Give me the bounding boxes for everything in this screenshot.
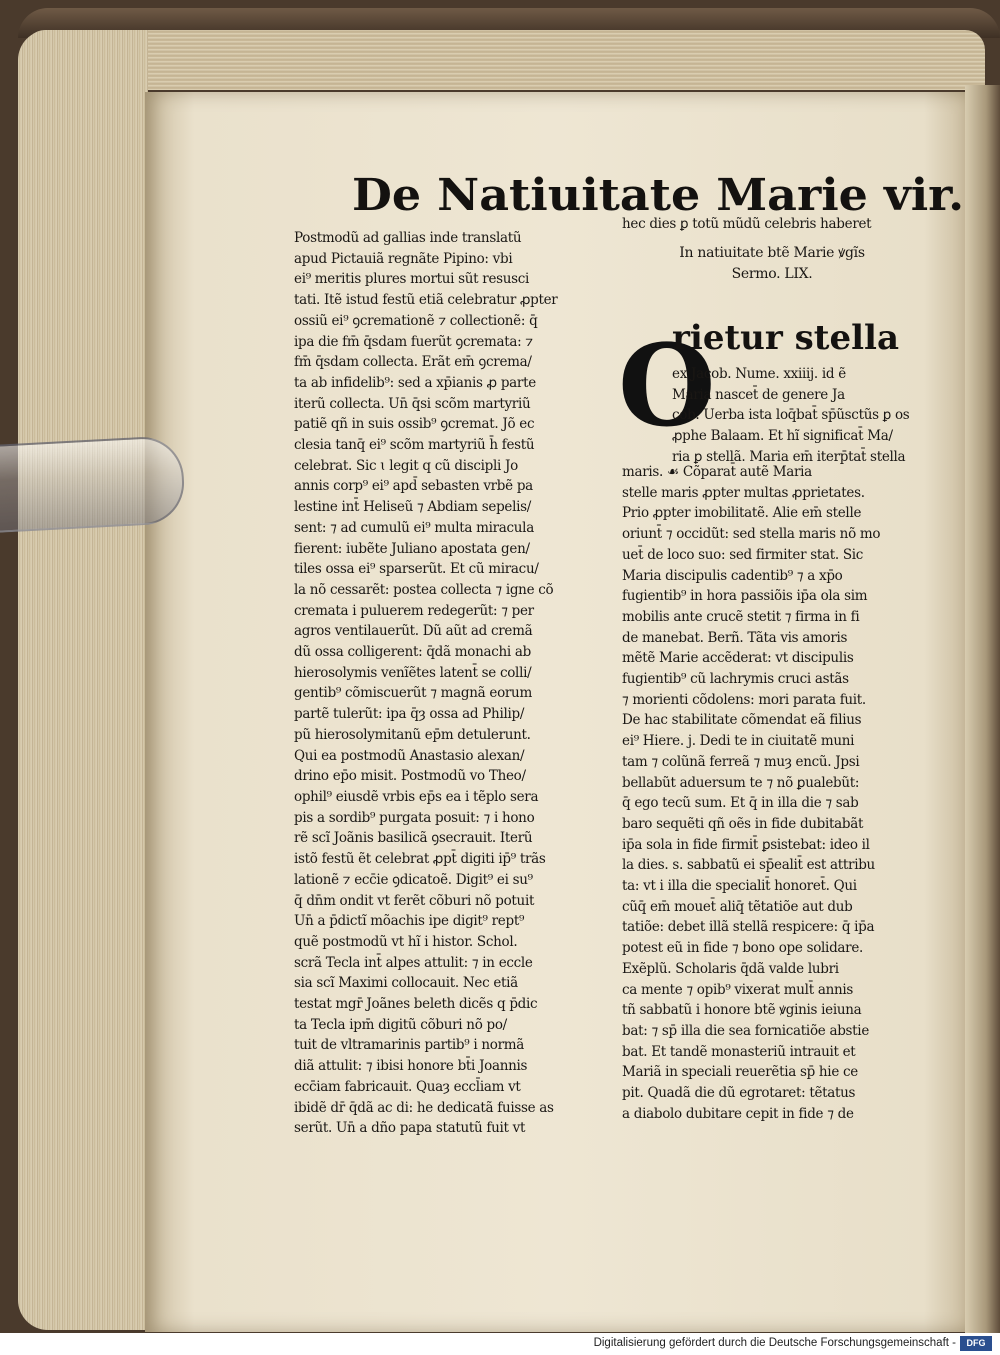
text-line: testat mgr̄ Joãnes beleth dicẽs q p̄dic	[294, 996, 538, 1013]
glass-weight-rod	[0, 435, 186, 533]
text-line: ta Tecla ipm̄ digitũ cõburi nõ po/	[294, 1016, 507, 1033]
text-line: fugientib⁹ in hora passiõis ip̄a ola sim	[622, 588, 868, 605]
text-line: scrã Tecla int̄ alpes attulit: ⁊ in eccle	[294, 954, 533, 971]
text-line: diã attulit: ⁊ ibisi honore bt̄i Joannis	[294, 1058, 528, 1075]
text-line: mẽtẽ Marie accẽderat: vt discipulis	[622, 650, 854, 667]
text-line: ei⁹ Hiere. j. Dedi te in ciuitatẽ muni	[622, 733, 855, 750]
text-line: bat. Et tandẽ monasteriũ intrauit et	[622, 1043, 856, 1060]
text-line: apud Pictauiã regnãte Pipino: vbi	[294, 250, 513, 267]
text-line: hec dies ꝑ totũ mũdũ celebris haberet	[622, 216, 872, 232]
text-line: mobilis ante crucẽ stetit ⁊ firma in fi	[622, 608, 860, 625]
text-line: ex Jacob. Nume. xxiiij. id ẽ	[672, 366, 846, 382]
initial-letter: O	[618, 321, 716, 452]
text-line: agros ventilauerũt. Dũ aũt ad cremã	[294, 623, 533, 640]
rubric-line: In natiuitate btẽ Marie ꝟgĩs	[679, 244, 865, 261]
text-line: ta: vt i illa die specialit̄ honoret̄. Qui	[622, 878, 857, 895]
text-line: ꝓphe Balaam. Et hĩ significat̄ Ma/	[672, 428, 893, 445]
text-line: pis a sordib⁹ purgata posuit: ⁊ i hono	[294, 809, 535, 826]
text-line: ossiũ ei⁹ ꝯcremationẽ ⁊ collectionẽ: q̄	[294, 312, 538, 329]
footer-bar	[0, 1333, 1000, 1355]
text-line: fierent: iubẽte Juliano apostata gen/	[294, 540, 530, 557]
text-line: lestine int̄ Heliseũ ⁊ Abdiam sepelis/	[294, 499, 532, 516]
text-line: De hac stabilitate cõmendat eã filius	[622, 712, 862, 729]
incipit: rietur stella	[672, 318, 899, 358]
text-line: ip̄a sola in fide firmit̄ ꝑsistebat: ideo il	[622, 836, 870, 853]
text-line: ipa die fm̄ q̄sdam fuerũt ꝯcremata: ⁊	[294, 333, 533, 350]
text-line: ei⁹ meritis plures mortui sũt resusci	[294, 271, 530, 288]
text-line: pit. Quadã die dũ egrotaret: tẽtatus	[622, 1085, 856, 1102]
text-line: ibidẽ dr̄ q̄dã ac di: he dedicatã fuisse as	[294, 1099, 554, 1116]
text-line: Mariã in speciali reuerẽtia sp̄ hie ce	[622, 1064, 858, 1081]
text-line: Postmodũ ad gallias inde translatũ	[294, 230, 522, 246]
text-line: la nõ cessarẽt: postea collecta ⁊ igne cõ	[294, 581, 554, 598]
text-line: tati. Itẽ istud festũ etiã celebratur ꝓpter	[294, 292, 558, 309]
page-heading: De Natiuitate Marie vir.	[352, 169, 965, 221]
text-line: Exẽplũ. Scholaris q̄dã valde lubri	[622, 960, 839, 977]
text-line: uet̄ de loco suo: sed firmiter stat. Sic	[622, 546, 864, 563]
text-line: oriunt̄ ⁊ occidũt: sed stella maris nõ mo	[622, 526, 881, 543]
text-line: ⁊ morienti cõdolens: mori parata fuit.	[622, 691, 866, 708]
page-stack-left	[18, 30, 148, 1330]
text-line: tatiõe: debet illã stellã respicere: q̄ ip̄a	[622, 919, 875, 936]
text-line: la dies. s. sabbatũ ei sp̄ealit̄ est attribu	[622, 857, 875, 874]
text-line: de manebat. Berñ. Tãta vis amoris	[622, 629, 848, 646]
text-line: ta ab infidelib⁹: sed a xp̄ianis ꝓ parte	[294, 374, 536, 391]
text-line: ria ꝑ stellã. Maria em̄ iterp̄tat̄ stella	[672, 448, 906, 465]
text-line: cũq̄ em̄ mouet̄ aliq̄ tẽtatiõe aut dub	[622, 898, 853, 915]
text-line: bat: ⁊ sp̄ illa die sea fornicatiõe abstie	[622, 1022, 870, 1039]
text-line: celebrat. Sic ɩ legit q cũ discipli Jo	[294, 457, 518, 474]
right-column-indented	[672, 364, 922, 468]
text-line: tñ sabbatũ i honore btẽ ꝟginis ieiuna	[622, 1002, 862, 1019]
text-line: Un̄ a p̄dictĩ mõachis ipe digit⁹ rept⁹	[294, 913, 525, 930]
text-line: gentib⁹ cõmiscuerũt ⁊ magnã eorum	[294, 685, 532, 702]
text-line: tuit de vltramarinis partib⁹ i normã	[294, 1037, 524, 1054]
page-gutter-right	[965, 85, 1000, 1333]
right-column	[622, 462, 922, 1125]
left-column	[294, 228, 604, 1139]
text-line: ophil⁹ eiusdẽ vrbis ep̄s ea i tẽplo sera	[294, 788, 539, 805]
text-line: annis corp⁹ ei⁹ apd̄ sebasten vrbẽ pa	[294, 478, 533, 495]
text-line: lationẽ ⁊ ecc̄ie ꝯdicatoẽ. Digit⁹ ei su⁹	[294, 871, 533, 888]
text-line: Qui ea postmodũ Anastasio alexan/	[294, 747, 525, 764]
text-line: cremata i puluerem redegerũt: ⁊ per	[294, 602, 534, 619]
text-line: sent: ⁊ ad cumulũ ei⁹ multa miracula	[294, 519, 534, 536]
text-line: iterũ collecta. Un̄ q̄si scõm martyriũ	[294, 395, 531, 412]
text-line: ca mente ⁊ opib⁹ vixerat mult̄ annis	[622, 981, 854, 998]
dfg-logo: DFG	[960, 1336, 992, 1351]
page-stack-top	[25, 30, 985, 90]
text-line: quẽ postmodũ vt hĩ i histor. Schol.	[294, 933, 518, 950]
footer-credit: Digitalisierung gefördert durch die Deutsche Forschungsgemeinschaft -	[593, 1337, 956, 1349]
text-line: patiẽ qñ in suis ossib⁹ ꝯcremat. Jõ ec	[294, 416, 535, 433]
right-column-top	[622, 214, 922, 285]
text-line: rẽ scĩ Joãnis basilicã ꝯsecrauit. Iterũ	[294, 830, 533, 847]
text-line: ecc̄iam fabricauit. Quaȝ eccl̄iam vt	[294, 1078, 521, 1095]
text-line: Prio ꝓpter imobilitatẽ. Alie em̄ stelle	[622, 505, 862, 522]
text-line: tam ⁊ colũnã ferreã ⁊ muȝ encũ. Jpsi	[622, 753, 860, 770]
text-line: sia scĩ Maximi collocauit. Nec etiã	[294, 975, 518, 992]
text-line: Maria discipulis cadentib⁹ ⁊ a xp̄o	[622, 567, 843, 584]
text-line: clesia tanq̄ ei⁹ scõm martyriũ h̄ festũ	[294, 437, 535, 454]
text-line: dũ ossa colligerent: q̄dã monachi ab	[294, 644, 531, 661]
text-line: hierosolymis venĩẽtes latent̄ se colli/	[294, 664, 532, 681]
text-line: bellabũt aduersum te ⁊ nõ ꝑualebũt:	[622, 774, 860, 791]
text-line: fm̄ q̄sdam collecta. Erãt em̄ ꝯcrema/	[294, 354, 532, 371]
text-line: istõ festũ ẽt celebrat ꝓpt̄ digiti ip̄⁹ trãs	[294, 851, 546, 868]
text-line: baro sequẽti qñ oẽs in fide dubitabãt	[622, 815, 864, 832]
text-line: tiles ossa ei⁹ sparserũt. Et cũ miracu/	[294, 561, 539, 578]
text-line: q̄ dn̄m ondit vt ferẽt cõburi nõ potuit	[294, 892, 535, 909]
text-line: potest eũ in fide ⁊ bono ope solidare.	[622, 940, 863, 957]
text-line: a diabolo dubitare cepit in fide ⁊ de	[622, 1105, 854, 1122]
text-line: stelle maris ꝓpter multas ꝓprietates.	[622, 484, 865, 501]
text-line: fugientib⁹ cũ lachrymis cruci astãs	[622, 671, 849, 688]
text-line: pũ hierosolymitanũ ep̄m detulerunt.	[294, 726, 531, 743]
text-line: partẽ tulerũt: ipa q̄ȝ ossa ad Philip/	[294, 706, 525, 723]
text-line: q̄ ego tecũ sum. Et q̄ in illa die ⁊ sab	[622, 795, 859, 812]
text-line: Maria nascet̄ de genere Ja	[672, 386, 845, 403]
rubric-line: Sermo. LIX.	[731, 265, 813, 282]
text-line: cob. Uerba ista loq̄bat̄ sp̄ũsctũs ꝑ os	[672, 407, 910, 424]
text-line: drino ep̄o misit. Postmodũ vo Theo/	[294, 768, 526, 785]
text-line: serũt. Un̄ a dño papa statutũ fuit vt	[294, 1120, 526, 1137]
text-line: maris. ☙ Cõparat̄ autẽ Maria	[622, 464, 812, 480]
